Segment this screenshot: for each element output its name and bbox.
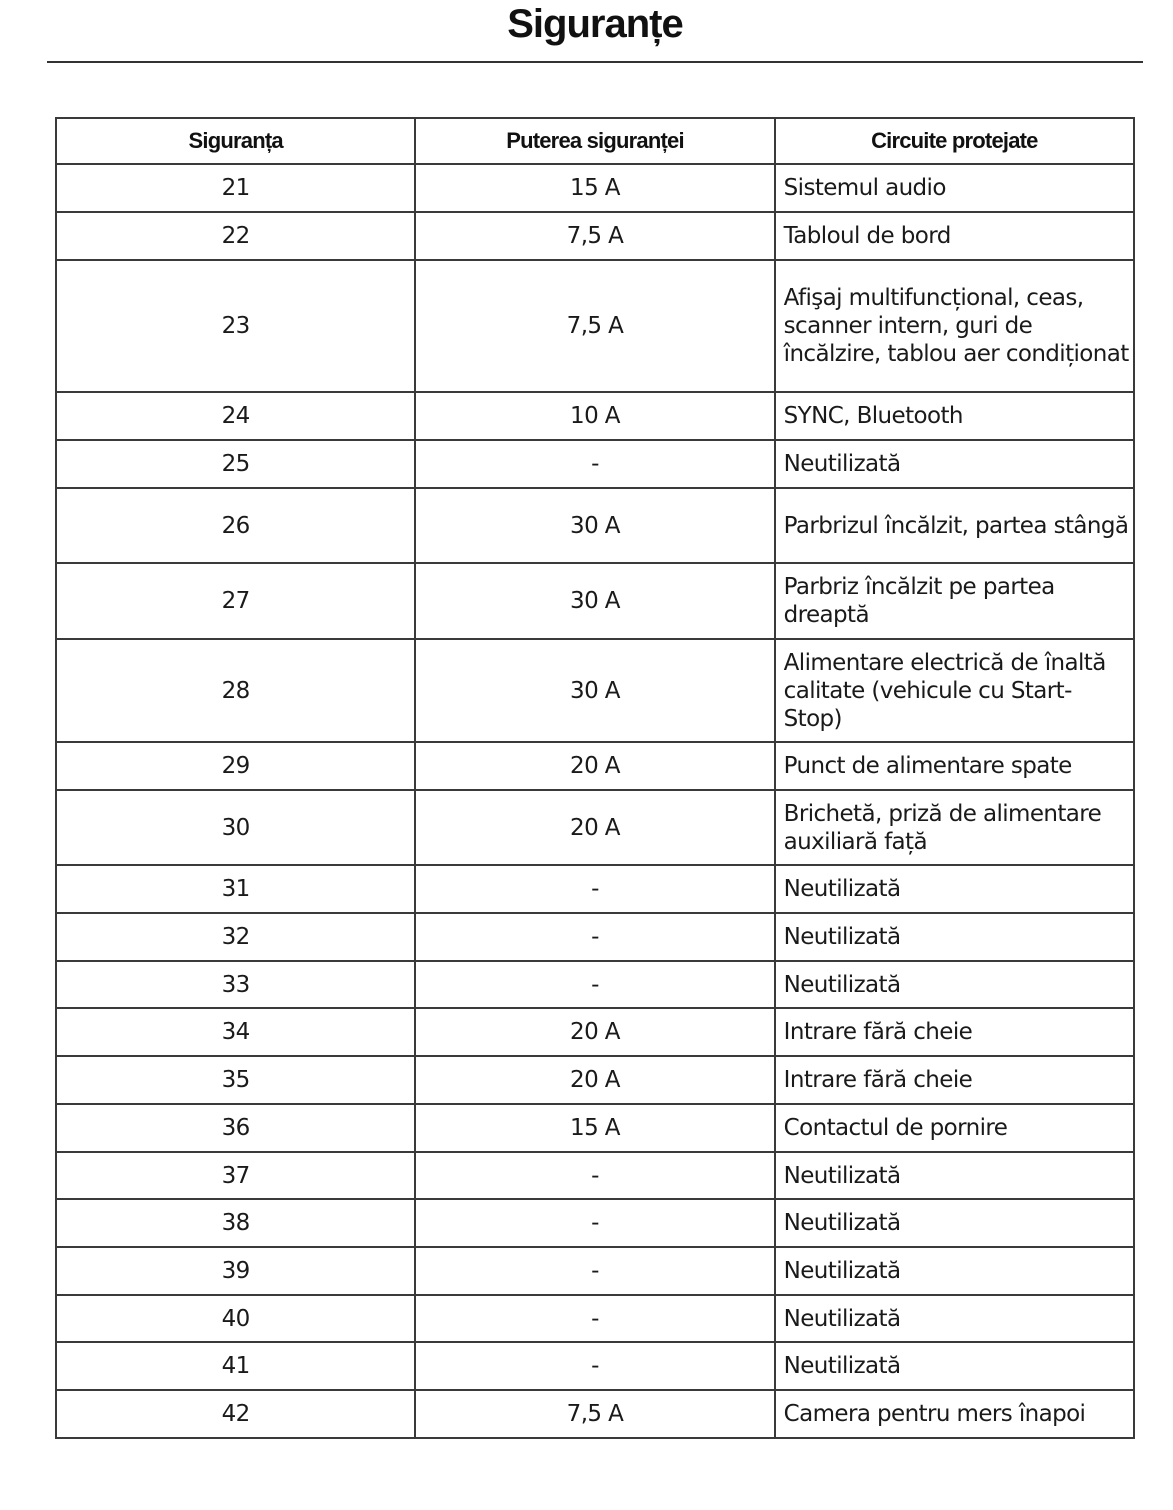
fuse-rating: 20 A xyxy=(415,1056,774,1104)
protected-circuit: Neutilizată xyxy=(775,913,1134,961)
fuse-number: 34 xyxy=(56,1008,415,1056)
protected-circuit: Neutilizată xyxy=(775,1152,1134,1199)
fuse-rating: 10 A xyxy=(415,392,774,440)
table-row xyxy=(56,1390,1134,1438)
table-row xyxy=(56,563,1134,639)
protected-circuit: Tabloul de bord xyxy=(775,212,1134,260)
protected-circuit: Neutilizată xyxy=(775,1295,1134,1342)
fuse-rating: - xyxy=(415,440,774,488)
fuse-number: 39 xyxy=(56,1247,415,1295)
fuse-number: 42 xyxy=(56,1390,415,1438)
fuse-rating: 7,5 A xyxy=(415,212,774,260)
fuse-number: 23 xyxy=(56,260,415,392)
table-row xyxy=(56,1152,1134,1199)
protected-circuit: Neutilizată xyxy=(775,961,1134,1008)
table-row xyxy=(56,790,1134,865)
fuse-number: 22 xyxy=(56,212,415,260)
table-row xyxy=(56,392,1134,440)
fuse-number: 38 xyxy=(56,1199,415,1247)
protected-circuit: Afişaj multifuncțional, ceas, scanner intern, guri de încălzire, tablou aer condiționat xyxy=(775,260,1134,392)
protected-circuit: Neutilizată xyxy=(775,440,1134,488)
fuse-number: 21 xyxy=(56,164,415,212)
protected-circuit: Punct de alimentare spate xyxy=(775,742,1134,790)
fuse-rating: - xyxy=(415,1295,774,1342)
table-row xyxy=(56,1056,1134,1104)
fuse-rating: - xyxy=(415,1247,774,1295)
fuse-number: 27 xyxy=(56,563,415,639)
fuse-number: 30 xyxy=(56,790,415,865)
fuse-number: 41 xyxy=(56,1342,415,1390)
fuse-number: 28 xyxy=(56,639,415,742)
fuse-rating: 20 A xyxy=(415,742,774,790)
table-row xyxy=(56,1008,1134,1056)
fuse-number: 35 xyxy=(56,1056,415,1104)
table-row xyxy=(56,1342,1134,1390)
table-row xyxy=(56,742,1134,790)
fuse-rating: - xyxy=(415,1152,774,1199)
table-header-row xyxy=(56,118,1134,164)
fuse-rating: - xyxy=(415,913,774,961)
fuse-rating: - xyxy=(415,1342,774,1390)
fuse-table xyxy=(55,117,1135,1439)
header-rating: Puterea siguranței xyxy=(415,118,774,164)
fuse-rating: - xyxy=(415,961,774,1008)
fuse-number: 29 xyxy=(56,742,415,790)
fuse-rating: 15 A xyxy=(415,164,774,212)
fuse-number: 26 xyxy=(56,488,415,563)
fuse-number: 31 xyxy=(56,865,415,913)
fuse-rating: - xyxy=(415,865,774,913)
protected-circuit: Intrare fără cheie xyxy=(775,1008,1134,1056)
table-row xyxy=(56,440,1134,488)
table-row xyxy=(56,913,1134,961)
fuse-number: 36 xyxy=(56,1104,415,1152)
protected-circuit: Parbriz încălzit pe partea dreaptă xyxy=(775,563,1134,639)
protected-circuit: Camera pentru mers înapoi xyxy=(775,1390,1134,1438)
protected-circuit: Neutilizată xyxy=(775,1247,1134,1295)
table-row xyxy=(56,865,1134,913)
fuse-number: 25 xyxy=(56,440,415,488)
fuse-rating: 7,5 A xyxy=(415,260,774,392)
fuse-number: 33 xyxy=(56,961,415,1008)
table-row xyxy=(56,164,1134,212)
protected-circuit: Intrare fără cheie xyxy=(775,1056,1134,1104)
fuse-number: 40 xyxy=(56,1295,415,1342)
table-row xyxy=(56,260,1134,392)
table-row xyxy=(56,961,1134,1008)
protected-circuit: Brichetă, priză de alimentare auxiliară față xyxy=(775,790,1134,865)
table-row xyxy=(56,1295,1134,1342)
fuse-number: 37 xyxy=(56,1152,415,1199)
fuse-rating: 20 A xyxy=(415,790,774,865)
fuse-number: 24 xyxy=(56,392,415,440)
table-row xyxy=(56,639,1134,742)
protected-circuit: Neutilizată xyxy=(775,1342,1134,1390)
fuse-rating: 30 A xyxy=(415,639,774,742)
protected-circuit: Neutilizată xyxy=(775,1199,1134,1247)
fuse-number: 32 xyxy=(56,913,415,961)
table-row xyxy=(56,1199,1134,1247)
protected-circuit: Sistemul audio xyxy=(775,164,1134,212)
fuse-rating: 7,5 A xyxy=(415,1390,774,1438)
protected-circuit: Neutilizată xyxy=(775,865,1134,913)
table-row xyxy=(56,1247,1134,1295)
protected-circuit: Alimentare electrică de înaltă calitate (vehicule cu Start-Stop) xyxy=(775,639,1134,742)
fuse-rating: 30 A xyxy=(415,488,774,563)
page-title: Siguranțe xyxy=(507,2,683,46)
fuse-rating: 20 A xyxy=(415,1008,774,1056)
fuse-rating: 15 A xyxy=(415,1104,774,1152)
protected-circuit: Parbrizul încălzit, partea stângă xyxy=(775,488,1134,563)
title-divider xyxy=(47,61,1143,63)
table-row xyxy=(56,488,1134,563)
protected-circuit: SYNC, Bluetooth xyxy=(775,392,1134,440)
table-row xyxy=(56,1104,1134,1152)
fuse-rating: - xyxy=(415,1199,774,1247)
header-circuits: Circuite protejate xyxy=(775,118,1134,164)
fuse-rating: 30 A xyxy=(415,563,774,639)
table-row xyxy=(56,212,1134,260)
header-fuse: Siguranța xyxy=(56,118,415,164)
protected-circuit: Contactul de pornire xyxy=(775,1104,1134,1152)
